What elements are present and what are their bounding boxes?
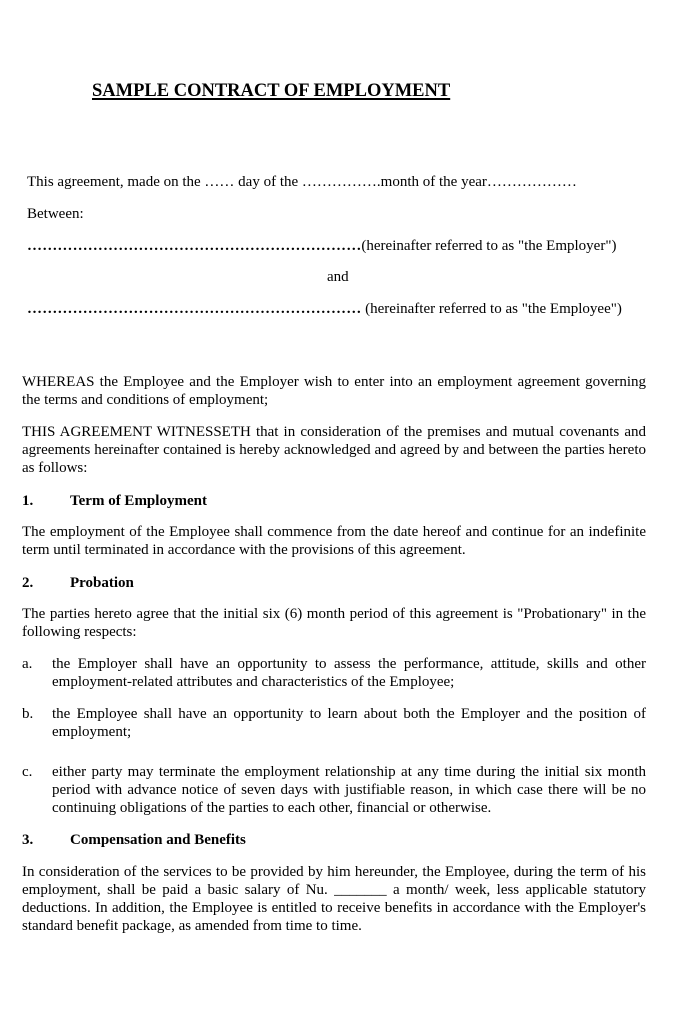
and-label: and [327,269,349,285]
section-2-title: Probation [70,575,134,591]
whereas-clause: WHEREAS the Employee and the Employer wish to enter into an employment agreement governing the terms and conditions of employment; [22,374,646,408]
list-item-text: either party may terminate the employment relationship at any time during the initial six month period with advance notice of seven days with justifiable reason, in which case there will be no continuing obligations of the parties to each other, financial or otherwise. [52,764,646,816]
section-3-number: 3. [22,832,34,848]
section-1-heading [22,492,207,510]
section-2-number: 2. [22,575,34,591]
section-2-body: The parties hereto agree that the initial six (6) month period of this agreement is "Probationary" in the following respects: [22,606,646,640]
employee-name-blank: ………………………………………………………… [27,301,362,317]
list-item-text: the Employer shall have an opportunity to assess the performance, attitude, skills and other employment-related attributes and characteristics of the Employee; [52,656,646,690]
list-item [22,763,646,817]
witnesseth-clause: THIS AGREEMENT WITNESSETH that in consideration of the premises and mutual covenants and agreements hereinafter contained is hereby acknowledged and agreed by and between the parties hereto as follows: [22,424,646,476]
employee-line [27,300,622,318]
list-marker: b. [22,706,34,722]
employer-label: (hereinafter referred to as "the Employer") [361,238,617,254]
document-title: SAMPLE CONTRACT OF EMPLOYMENT [92,81,451,101]
section-2-heading [22,574,134,592]
list-item [22,705,646,741]
list-item [22,655,646,691]
section-1-number: 1. [22,493,34,509]
agreement-date-line: This agreement, made on the …… day of the …………….month of the year……………… [27,174,577,190]
list-marker: c. [22,764,33,780]
list-item-text: the Employee shall have an opportunity to learn about both the Employer and the position of employment; [52,706,646,740]
section-3-title: Compensation and Benefits [70,832,246,848]
section-3-heading [22,831,246,849]
employee-label: (hereinafter referred to as "the Employee") [361,301,622,317]
between-label: Between: [27,206,84,222]
employer-line [27,237,616,255]
section-1-title: Term of Employment [70,493,207,509]
employer-name-blank: ………………………………………………………… [27,238,362,254]
section-3-body: In consideration of the services to be provided by him hereunder, the Employee, during the term of his employment, shall be paid a basic salary of Nu. _______ a month/ week, less applicable statutory deductions. In addition, the Employee is entitled to receive benefits in accordance with the Employer's standard benefit package, as amended from time to time. [22,864,646,934]
list-marker: a. [22,656,33,672]
section-1-body: The employment of the Employee shall commence from the date hereof and continue for an indefinite term until terminated in accordance with the provisions of this agreement. [22,524,646,558]
